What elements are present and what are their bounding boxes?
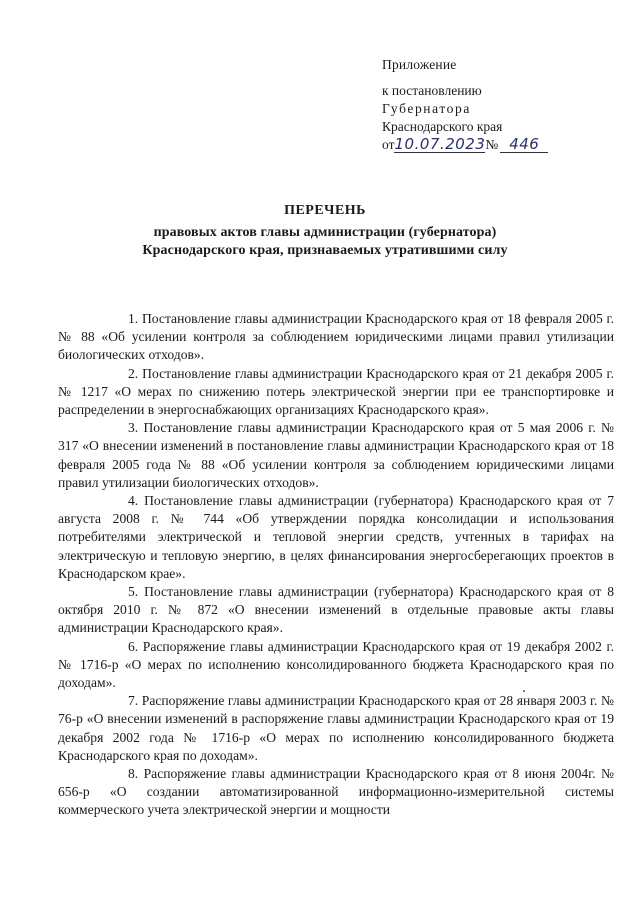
- heading-line-1: правовых актов главы администрации (губернатора): [153, 225, 497, 240]
- appendix-title: Приложение: [382, 57, 457, 72]
- handwritten-date: 10.07.2023: [394, 135, 486, 153]
- list-item: 3. Постановление главы администрации Краснодарского края от 5 мая 2006 г. № 317 «О внесении изменений в постановление главы администрации Краснодарского края от 18 февраля 2005 года № 88 «Об усилении контроля за соблюдением юридическими лицами правил утилизации биологических отходов».: [58, 420, 614, 490]
- appendix-date-number: [382, 136, 622, 154]
- appendix-block: [382, 56, 622, 154]
- list-item: 2. Постановление главы администрации Краснодарского края от 21 декабря 2005 г. № 1217 «О мерах по снижению потерь электрической энергии при ее транспортировке и распределении в энергоснабжающих организациях Краснодарского края».: [58, 365, 614, 418]
- number-label: №: [485, 137, 499, 152]
- list-item: 4. Постановление главы администрации (губернатора) Краснодарского края от 7 августа 2008 г. № 744 «Об утверждении порядка консолидации и использования потребителями электрической и тепловой энергии средств, учтенных в тарифах на электрическую и тепловую энергию, в целях финансирования энергосберегающих проектов в Краснодарском крае».: [58, 493, 614, 581]
- list-item: 5. Постановление главы администрации (губернатора) Краснодарского края от 8 октября 2010 г. № 872 «О внесении изменений в отдельные правовые акты главы администрации Краснодарского края».: [58, 584, 614, 636]
- list-item: 8. Распоряжение главы администрации Краснодарского края от 8 июня 2004г. № 656-р «О создании автоматизированной информационно-измерительной системы коммерческого учета электрической энергии и мощности: [58, 766, 614, 818]
- appendix-line-2: Губернатора: [382, 101, 471, 116]
- acts-list: [58, 310, 614, 820]
- appendix-line-3: Краснодарского края: [382, 119, 503, 134]
- heading-line-2: Краснодарского края, признаваемых утратившими силу: [142, 243, 508, 258]
- list-item: 1. Постановление главы администрации Краснодарского края от 18 февраля 2005 г. № 88 «Об усилении контроля за соблюдением юридическими лицами правил утилизации биологических отходов».: [58, 311, 614, 363]
- handwritten-number: 446: [500, 137, 548, 153]
- from-label: от: [382, 137, 395, 152]
- list-item: 7. Распоряжение главы администрации Краснодарского края от 28 января 2003 г. № 76-р «О внесении изменений в распоряжение главы администрации Краснодарского края от 19 декабря 2002 года № 1716-р «О мерах по исполнению консолидированного бюджета Краснодарского края по доходам».: [58, 693, 614, 763]
- list-item: 6. Распоряжение главы администрации Краснодарского края от 19 декабря 2002 г. № 1716-р «О мерах по исполнению консолидированного бюджета Краснодарского края по доходам».: [58, 638, 614, 691]
- appendix-line-1: к постановлению: [382, 83, 482, 98]
- heading-title: ПЕРЕЧЕНЬ: [284, 203, 366, 218]
- scan-speck: [523, 690, 525, 692]
- document-heading: [60, 202, 590, 260]
